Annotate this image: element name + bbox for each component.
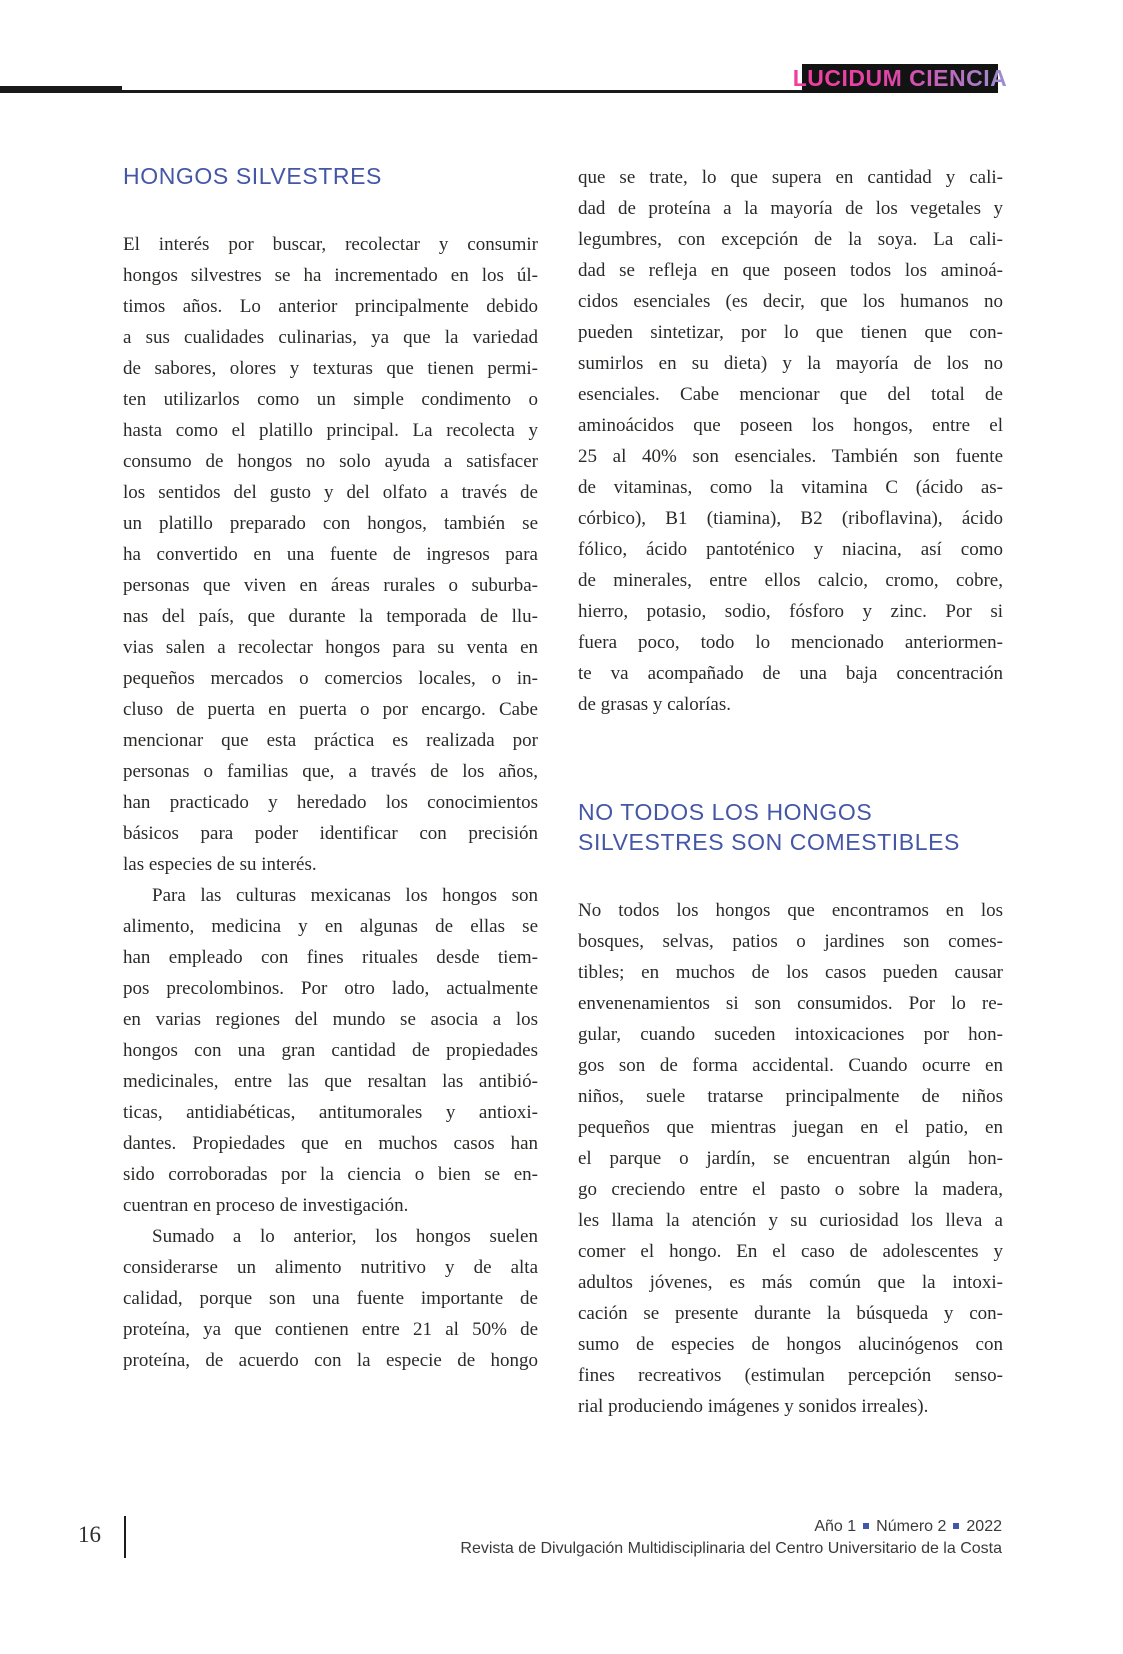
text-line: sumo de especies de hongos alucinógenos con	[578, 1334, 1003, 1355]
text-line: pequeños que mientras juegan en el patio, en	[578, 1117, 1003, 1138]
text-line: gular, cuando suceden intoxicaciones por hon-	[578, 1024, 1003, 1045]
footer-journal-name: Revista de Divulgación Multidisciplinaria del Centro Universitario de la Costa	[460, 1540, 1002, 1557]
text-line: Para las culturas mexicanas los hongos son	[152, 885, 538, 906]
text-line: cluso de puerta en puerta o por encargo. Cabe	[123, 699, 538, 720]
text-line: medicinales, entre las que resaltan las antibió-	[123, 1071, 538, 1092]
text-line: cidos esenciales (es decir, que los humanos no	[578, 291, 1003, 312]
text-line: bosques, selvas, patios o jardines son comes-	[578, 931, 1003, 952]
text-line: que se trate, lo que supera en cantidad y cali-	[578, 167, 1003, 188]
text-line: sido corroboradas por la ciencia o bien se en-	[123, 1164, 538, 1185]
text-line: ten utilizarlos como un simple condimento o	[123, 389, 538, 410]
text-line: hongos con una gran cantidad de propiedades	[123, 1040, 538, 1061]
text-line: te va acompañado de una baja concentración	[578, 663, 1003, 684]
text-line: niños, suele tratarse principalmente de niños	[578, 1086, 1003, 1107]
section-heading-line: SILVESTRES SON COMESTIBLES	[578, 829, 960, 855]
text-line: proteína, de acuerdo con la especie de hongo	[123, 1350, 538, 1371]
square-bullet-icon	[953, 1523, 959, 1529]
text-line: los sentidos del gusto y del olfato a través de	[123, 482, 538, 503]
text-line: les llama la atención y su curiosidad los lleva a	[578, 1210, 1003, 1231]
footer-issue-number: Número 2	[876, 1518, 947, 1535]
text-line: mencionar que esta práctica es realizada por	[123, 730, 538, 751]
text-line: adultos jóvenes, es más común que la intoxi-	[578, 1272, 1003, 1293]
text-line: ha convertido en una fuente de ingresos para	[123, 544, 538, 565]
page-number: 16	[78, 1522, 101, 1547]
section-heading-hongos-silvestres: HONGOS SILVESTRES	[123, 163, 382, 189]
text-line: pueden sintetizar, por lo que tienen que con-	[578, 322, 1003, 343]
text-line: han empleado con fines rituales desde tiem-	[123, 947, 538, 968]
text-line: hierro, potasio, sodio, fósforo y zinc. Por si	[578, 601, 1003, 622]
text-line: en varias regiones del mundo se asocia a los	[123, 1009, 538, 1030]
text-line: fuera poco, todo lo mencionado anteriormen-	[578, 632, 1003, 653]
text-line: timos años. Lo anterior principalmente debido	[123, 296, 538, 317]
text-line: dantes. Propiedades que en muchos casos han	[123, 1133, 538, 1154]
text-line: un platillo preparado con hongos, también se	[123, 513, 538, 534]
text-line: alimento, medicina y en algunas de ellas se	[123, 916, 538, 937]
text-line: sumirlos en su dieta) y la mayoría de los no	[578, 353, 1003, 374]
text-line: tibles; en muchos de los casos pueden causar	[578, 962, 1003, 983]
page-number-divider	[124, 1516, 126, 1558]
text-line: dad se refleja en que poseen todos los aminoá-	[578, 260, 1003, 281]
text-line: el parque o jardín, se encuentran algún hon-	[578, 1148, 1003, 1169]
text-line: calidad, porque son una fuente importante de	[123, 1288, 538, 1309]
text-line: 25 al 40% son esenciales. También son fuente	[578, 446, 1003, 467]
text-line: las especies de su interés.	[123, 854, 317, 875]
text-line: No todos los hongos que encontramos en los	[578, 900, 1003, 921]
text-line: Sumado a lo anterior, los hongos suelen	[152, 1226, 538, 1247]
right-column-body-top	[578, 162, 1003, 720]
text-line: El interés por buscar, recolectar y consumir	[123, 234, 538, 255]
text-line: personas o familias que, a través de los años,	[123, 761, 538, 782]
journal-logo-text: LUCIDUM CIENCIA	[792, 65, 1008, 91]
text-line: dad de proteína a la mayoría de los vegetales y	[578, 198, 1003, 219]
text-line: básicos para poder identificar con precisión	[123, 823, 538, 844]
text-line: de minerales, entre ellos calcio, cromo, cobre,	[578, 570, 1003, 591]
text-line: a sus cualidades culinarias, ya que la variedad	[123, 327, 538, 348]
text-line: proteína, ya que contienen entre 21 al 50% de	[123, 1319, 538, 1340]
text-line: gos son de forma accidental. Cuando ocurre en	[578, 1055, 1003, 1076]
text-line: consumo de hongos no solo ayuda a satisfacer	[123, 451, 538, 472]
footer-issue-year: Año 1	[814, 1518, 857, 1535]
left-column	[123, 164, 538, 1376]
text-line: córbico), B1 (tiamina), B2 (riboflavina), ácido	[578, 508, 1003, 529]
footer-issue-date: 2022	[966, 1518, 1002, 1535]
text-line: esenciales. Cabe mencionar que del total de	[578, 384, 1003, 405]
square-bullet-icon	[863, 1523, 869, 1529]
section-heading-line: NO TODOS LOS HONGOS	[578, 799, 873, 825]
text-line: cación se presente durante la búsqueda y con-	[578, 1303, 1003, 1324]
text-line: legumbres, con excepción de la soya. La cali-	[578, 229, 1003, 250]
text-line: hongos silvestres se ha incrementado en los úl-	[123, 265, 538, 286]
text-line: rial produciendo imágenes y sonidos irreales).	[578, 1396, 929, 1417]
text-line: pequeños mercados o comercios locales, o in-	[123, 668, 538, 689]
footer-issue-line	[460, 1516, 1002, 1538]
left-column-body	[123, 229, 538, 1376]
text-line: hasta como el platillo principal. La recolecta y	[123, 420, 538, 441]
text-line: de vitaminas, como la vitamina C (ácido as-	[578, 477, 1003, 498]
text-line: de grasas y calorías.	[578, 694, 731, 715]
text-line: pos precolombinos. Por otro lado, actualmente	[123, 978, 538, 999]
text-line: vias salen a recolectar hongos para su venta en	[123, 637, 538, 658]
right-column	[578, 162, 1003, 1422]
journal-logo	[792, 64, 1008, 93]
right-column-body-bottom	[578, 895, 1003, 1422]
text-line: personas que viven en áreas rurales o suburba-	[123, 575, 538, 596]
top-rule-thick	[0, 86, 122, 93]
text-line: envenenamientos si son consumidos. Por lo re-	[578, 993, 1003, 1014]
text-line: cuentran en proceso de investigación.	[123, 1195, 409, 1216]
text-line: go creciendo entre el pasto o sobre la madera,	[578, 1179, 1003, 1200]
text-line: fólico, ácido pantoténico y niacina, así como	[578, 539, 1003, 560]
section-heading-no-todos	[578, 797, 1003, 857]
text-line: ticas, antidiabéticas, antitumorales y antioxi-	[123, 1102, 538, 1123]
footer-imprint	[460, 1516, 1002, 1560]
text-line: nas del país, que durante la temporada de llu-	[123, 606, 538, 627]
text-line: considerarse un alimento nutritivo y de alta	[123, 1257, 538, 1278]
text-line: han practicado y heredado los conocimientos	[123, 792, 538, 813]
text-line: de sabores, olores y texturas que tienen permi-	[123, 358, 538, 379]
text-line: comer el hongo. En el caso de adolescentes y	[578, 1241, 1003, 1262]
text-line: aminoácidos que poseen los hongos, entre el	[578, 415, 1003, 436]
text-line: fines recreativos (estimulan percepción senso-	[578, 1365, 1003, 1386]
